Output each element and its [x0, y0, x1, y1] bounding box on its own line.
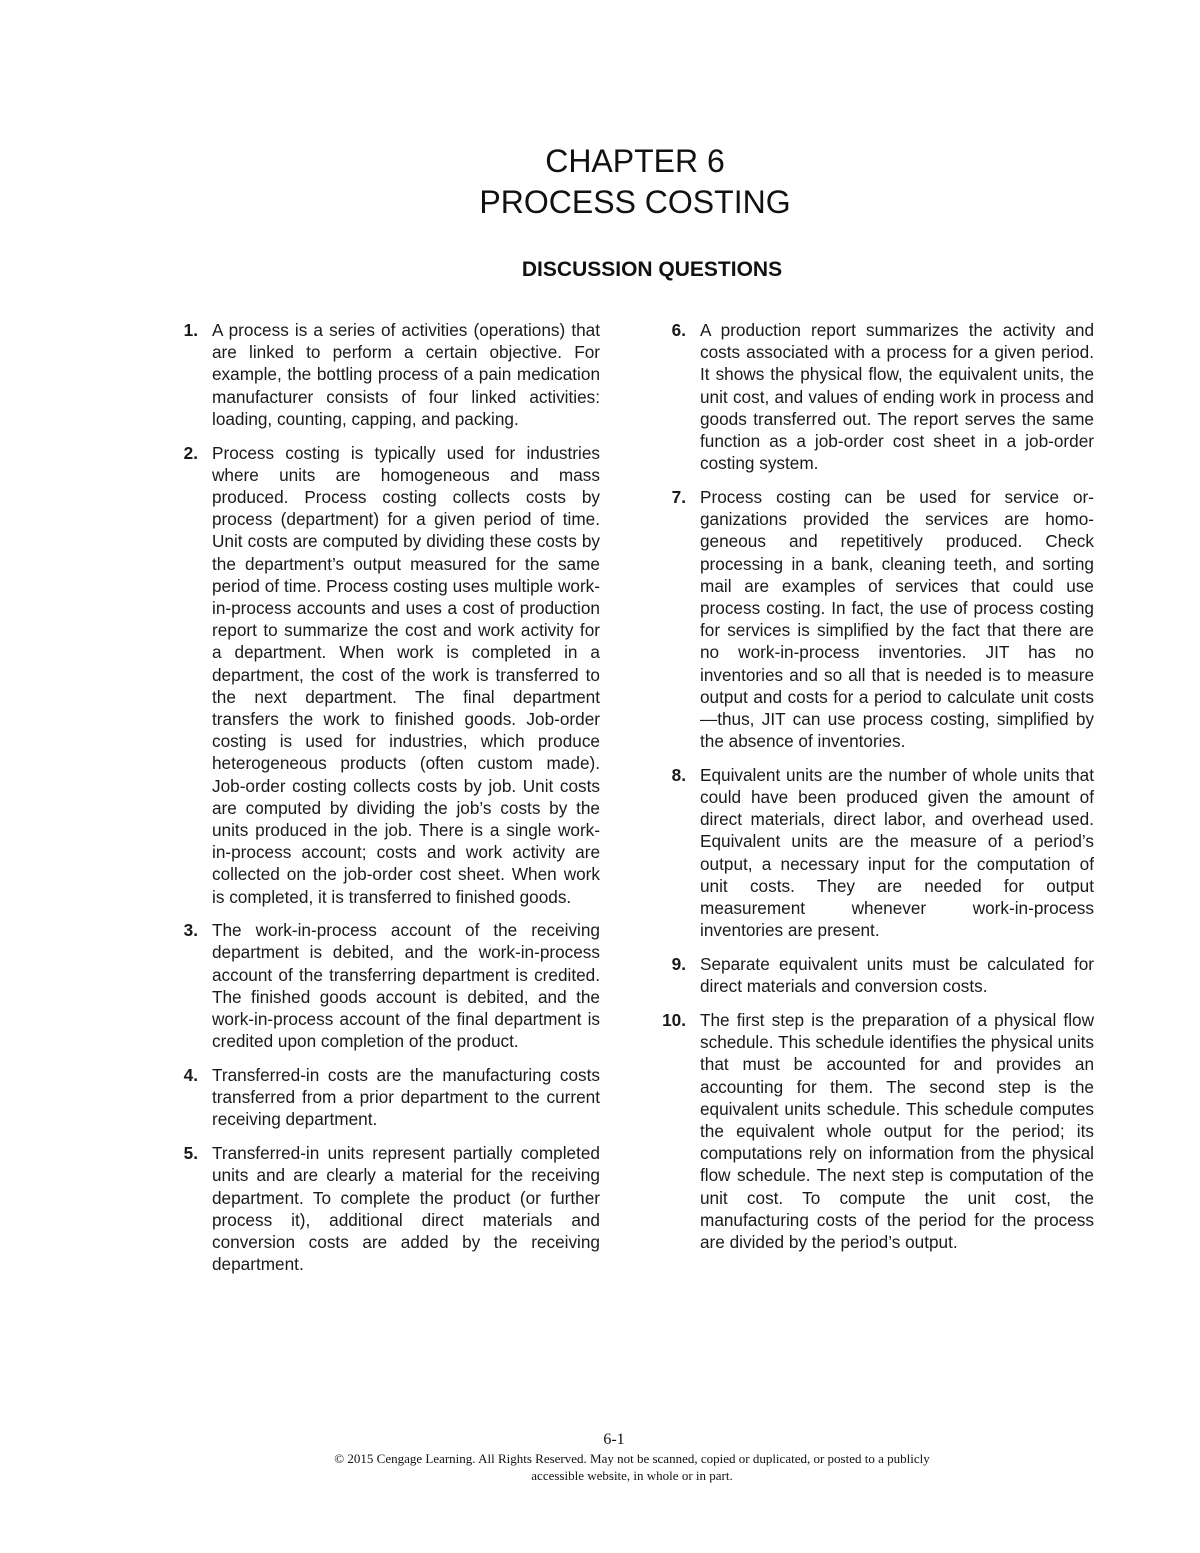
question-answer: The work-in-process account of the receiving department is debited, and the work-in-process account of the transferring department is credited. The finished goods account is debited, and the work-in-process account of the final department is credited upon completion of the product. [212, 920, 600, 1052]
question-number: 1. [183, 320, 198, 340]
question-number: 3. [183, 920, 198, 941]
page-number: 6-1 [603, 1431, 625, 1448]
question-answer: Separate equivalent units must be calculated for direct materials and conversion costs. [700, 953, 1094, 997]
question-answer: The first step is the preparation of a physical flow schedule. This schedule identifies the physical units that must be accounted for and provides an accounting for them. The second step is the equivalent units schedule. This schedule computes the equivalent whole output for the period; its computations rely on information from the physical flow schedule. The next step is computation of the unit cost. To compute the unit cost, the manufacturing costs of the period for the process are divided by the period’s output. [700, 1009, 1094, 1252]
question-item [656, 953, 1094, 997]
copyright-line: © 2015 Cengage Learning. All Rights Reserved. May not be scanned, copied or duplicated, or posted to a publicly [334, 1451, 930, 1466]
question-number: 8. [671, 764, 686, 785]
chapter-number: CHAPTER 6 [545, 143, 725, 179]
question-item [656, 1009, 1094, 1253]
question-number: 2. [183, 442, 198, 463]
question-number: 10. [662, 1009, 686, 1030]
left-column [168, 319, 600, 1287]
copyright-notice [32, 1450, 1200, 1484]
question-number: 4. [183, 1065, 198, 1085]
question-item [168, 1064, 600, 1131]
question-answer: Equivalent units are the number of whole units that could have been produced given the amount of direct materials, direct labor, and overhead used. Equivalent units are the measure of a period’s output, a necessary input for the computation of unit costs. They are needed for output measurement whenever work-in-process inventories are present. [700, 764, 1094, 941]
chapter-heading [0, 141, 1200, 223]
question-item [656, 319, 1094, 474]
question-answer: A production report summarizes the activity and costs associated with a process for a given period. It shows the physical flow, the equivalent units, the unit cost, and values of ending work in process and goods transferred out. The report serves the same function as a job-order cost sheet in a job-order costing system. [700, 320, 1094, 474]
question-number: 7. [671, 486, 686, 507]
question-answer: Transferred-in costs are the manufacturing costs transferred from a prior department to the current receiving department. [212, 1065, 600, 1130]
question-number: 6. [671, 320, 686, 340]
question-item [656, 764, 1094, 942]
question-answer: Process costing is typically used for industries where units are homogeneous and mass produced. Process costing collects costs by process (department) for a given period of time. Unit costs are computed by dividing these costs by the department’s output measured for the same period of time. Process costing uses multiple work-in-process accounts and uses a cost of production report to summarize the cost and work activity for a department. When work is completed in a department, the cost of the work is transferred to the next department. The final department transfers the work to finished goods. Job-order costing is used for industries, which produce heterogeneous products (often custom made). Job-order costing collects costs by job. Unit costs are computed by dividing the job’s costs by the units produced in the job. There is a single work-in-process account; costs and work activity are collected on the job-order cost sheet. When work is completed, it is transferred to finished goods. [212, 442, 600, 907]
question-answer: Transferred-in units represent partially completed units and are clearly a material for the receiving department. To complete the product (or further process it), additional direct materials and conversion costs are added by the receiving department. [212, 1143, 600, 1275]
question-item [168, 919, 600, 1052]
question-number: 9. [671, 953, 686, 974]
question-item [168, 319, 600, 430]
question-answer: Process costing can be used for service organizations provided the services are homogeneous and repetitively produced. Check processing in a bank, cleaning teeth, and sorting mail are examples of services that could use process costing. In fact, the use of process costing for services is simplified by the fact that there are no work-in-process inventories. JIT has no inventories and so all that is needed is to measure output and costs for a period to calculate unit costs—thus, JIT can use process costing, simplified by the absence of inventories. [700, 486, 1094, 752]
question-item [168, 1142, 600, 1275]
copyright-line: accessible website, in whole or in part. [531, 1468, 733, 1483]
chapter-title: PROCESS COSTING [479, 184, 791, 220]
question-answer: A process is a series of activities (operations) that are linked to perform a certain objective. For example, the bottling process of a pain medication manufacturer consists of four linked activities: loading, counting, capping, and packing. [212, 320, 600, 429]
question-item [168, 442, 600, 908]
question-number: 5. [183, 1143, 198, 1164]
section-heading: DISCUSSION QUESTIONS [521, 258, 783, 281]
question-item [656, 486, 1094, 752]
right-column [656, 319, 1094, 1265]
